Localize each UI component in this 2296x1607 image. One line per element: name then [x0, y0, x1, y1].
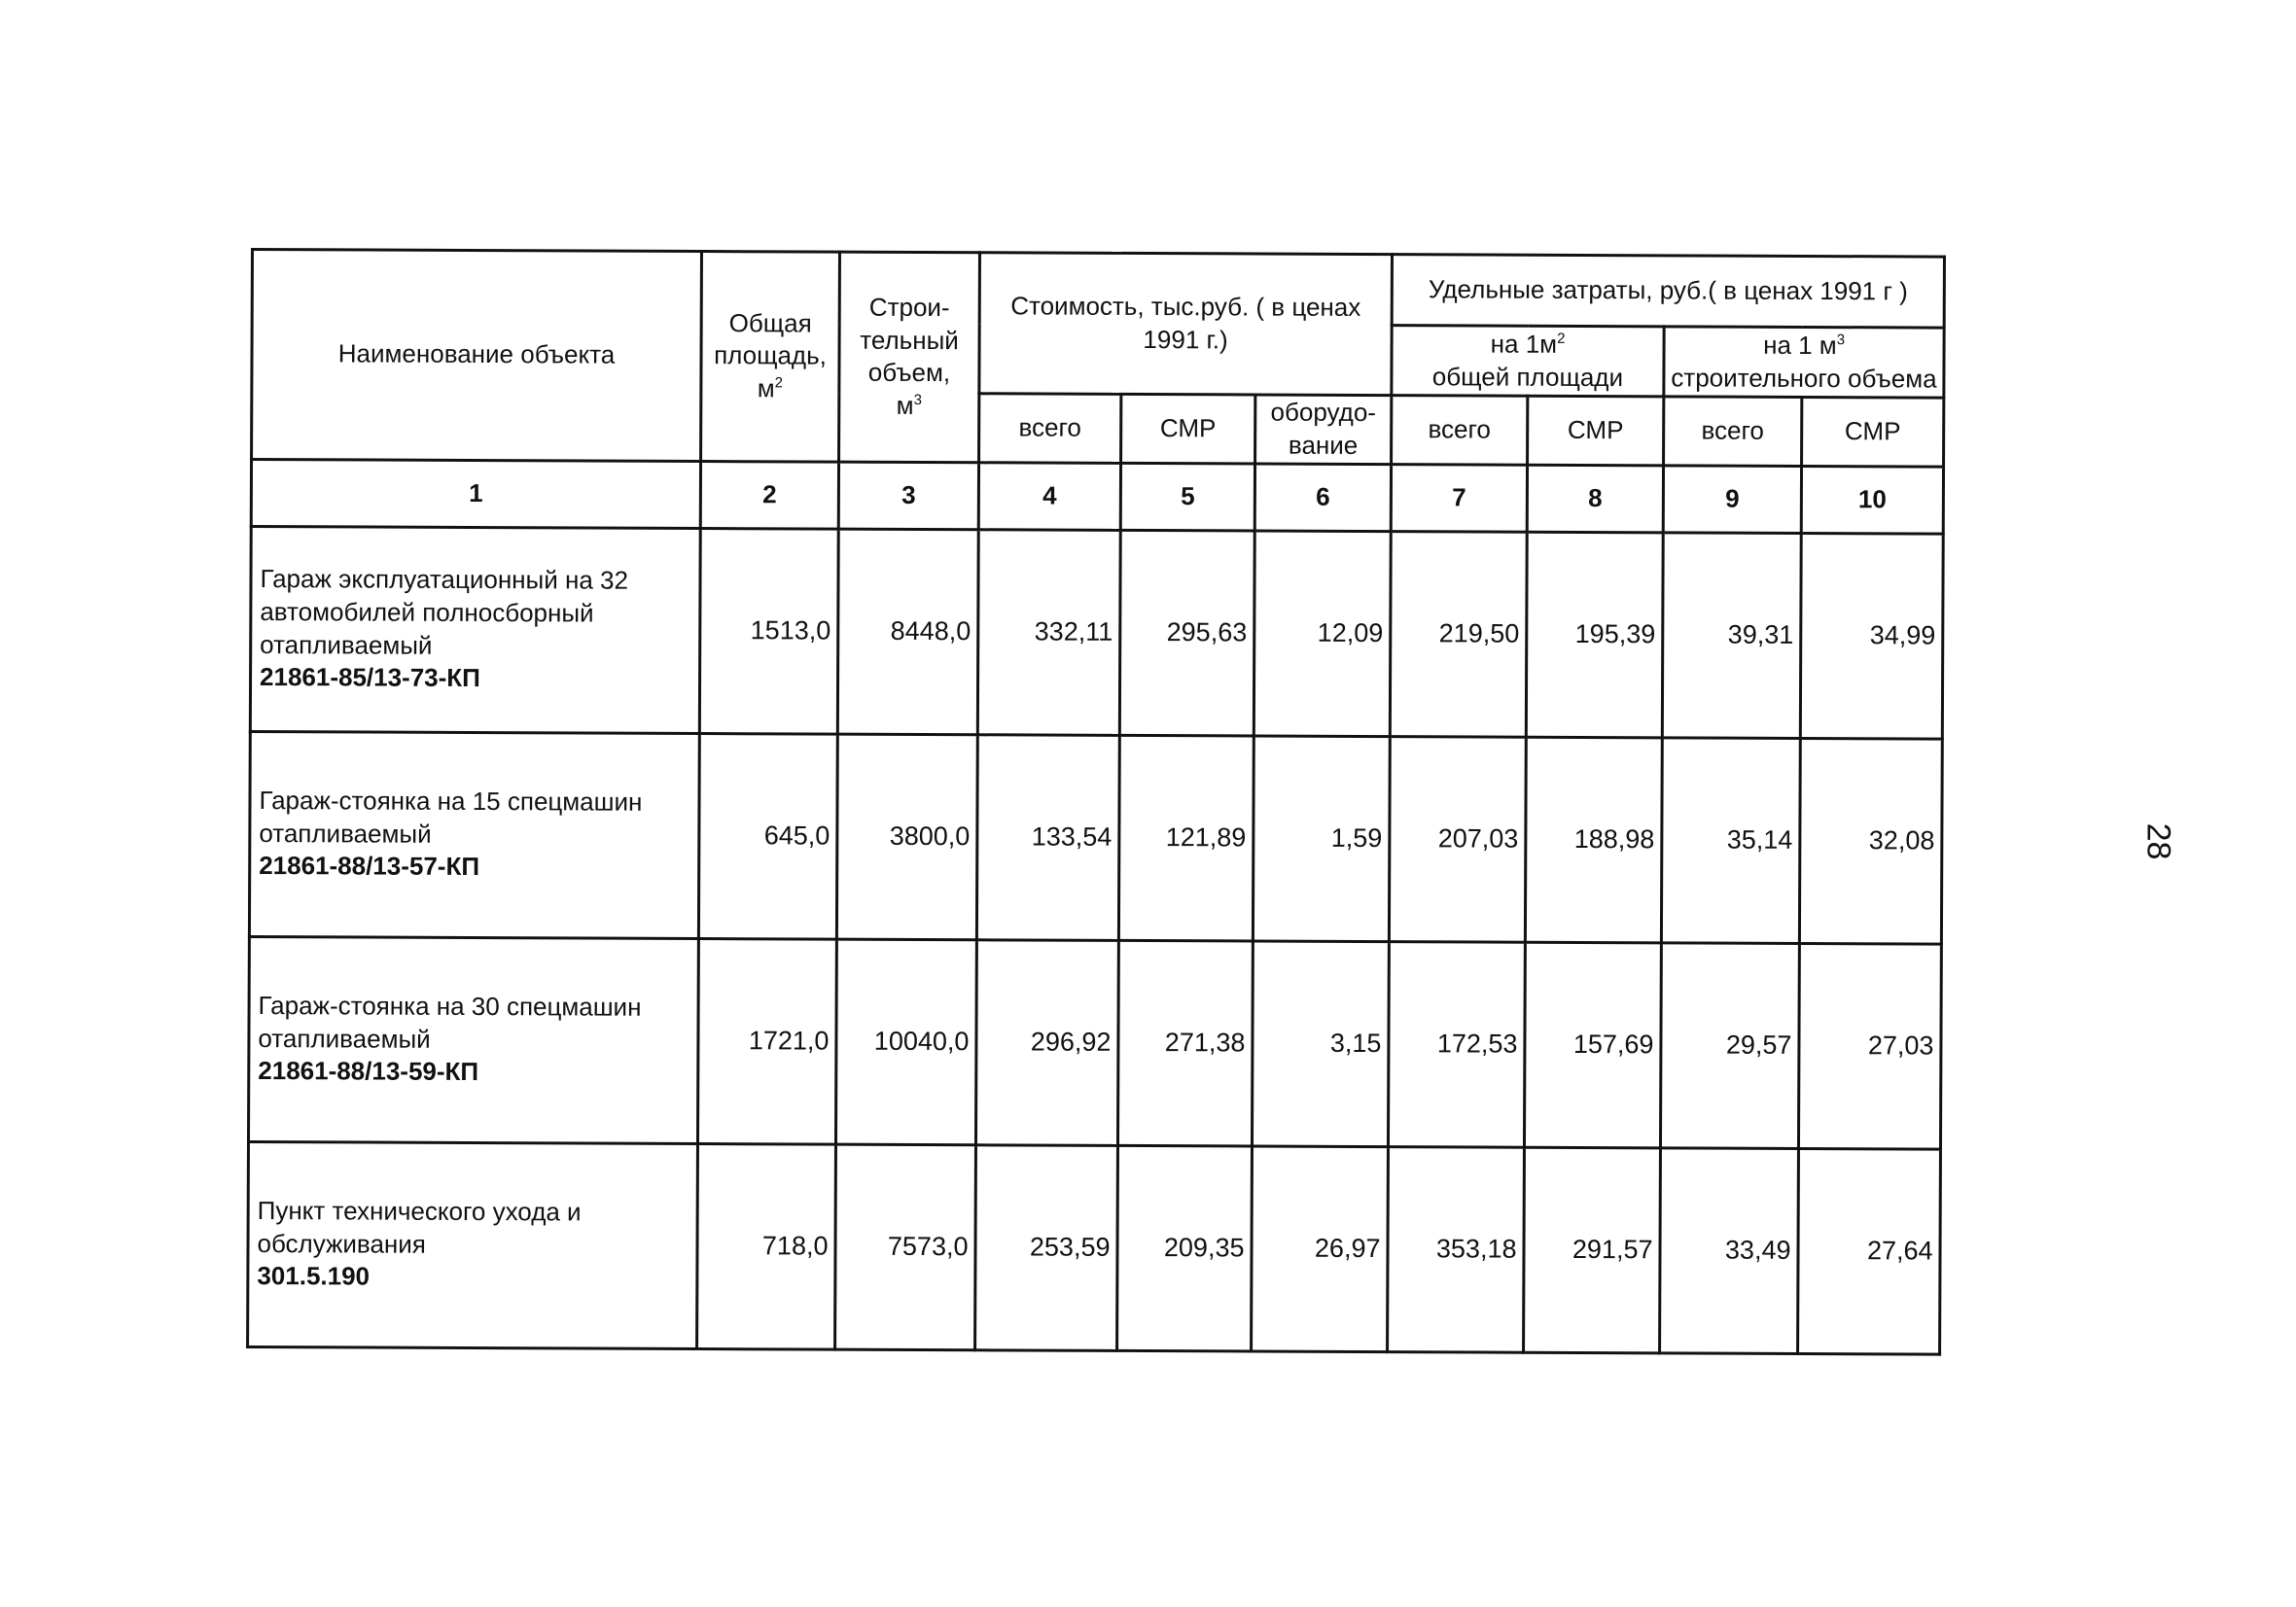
object-code: 21861-88/13-57-КП [259, 851, 480, 882]
total-area-value: 718,0 [697, 1143, 836, 1349]
total-area-value: 1513,0 [699, 528, 838, 734]
object-code: 21861-85/13-73-КП [260, 662, 480, 693]
header-per-volume [1664, 327, 1944, 398]
per-area-total-value: 172,53 [1388, 941, 1525, 1147]
object-name-line: Гараж-стоянка на 30 спецмашин [258, 990, 642, 1022]
object-name-line: Гараж-стоянка на 15 спецмашин [259, 785, 643, 817]
object-code: 301.5.190 [257, 1261, 371, 1292]
header-cost-equipment: оборудо-вание [1255, 395, 1392, 464]
header-volume-exp: 3 [913, 392, 922, 409]
table-row [248, 1141, 1941, 1354]
cost-table [246, 248, 1946, 1355]
per-volume-total-value: 29,57 [1660, 942, 1799, 1148]
cost-smr-value: 209,35 [1117, 1145, 1253, 1351]
per-volume-smr-value: 27,64 [1798, 1148, 1941, 1354]
header-per-area-smr: СМР [1528, 396, 1664, 465]
total-area-value: 645,0 [698, 733, 837, 939]
column-number: 9 [1663, 465, 1801, 533]
cost-total-value: 296,92 [975, 939, 1118, 1145]
header-cost-smr: СМР [1121, 394, 1255, 463]
cost-total-value: 133,54 [976, 734, 1119, 940]
column-number: 1 [251, 459, 700, 528]
per-area-total-value: 219,50 [1390, 531, 1527, 737]
per-volume-total-value: 39,31 [1662, 532, 1801, 738]
column-number: 7 [1391, 464, 1527, 532]
cost-equipment-value: 12,09 [1254, 531, 1391, 737]
header-area-unit: м [757, 373, 775, 403]
per-area-total-value: 353,18 [1388, 1146, 1525, 1352]
object-name-line: обслуживания [257, 1228, 426, 1259]
object-code: 21861-88/13-59-КП [258, 1056, 479, 1087]
per-volume-smr-value: 27,03 [1798, 943, 1941, 1149]
object-name-line: автомобилей полносборный [260, 596, 594, 628]
column-number: 4 [978, 462, 1120, 530]
object-name-cell [250, 526, 700, 733]
header-per-area-label: на 1м [1490, 329, 1558, 359]
header-per-area-exp: 2 [1557, 330, 1566, 347]
header-name: Наименование объекта [252, 250, 702, 462]
cost-total-value: 253,59 [975, 1144, 1118, 1350]
cost-smr-value: 121,89 [1118, 735, 1254, 941]
header-cost-total: всего [979, 394, 1121, 463]
column-number: 2 [700, 461, 838, 529]
per-area-smr-value: 157,69 [1524, 942, 1661, 1148]
header-area-label: Общая площадь, [714, 307, 827, 370]
per-area-smr-value: 195,39 [1526, 532, 1663, 738]
per-area-smr-value: 291,57 [1524, 1147, 1661, 1353]
table-row [248, 936, 1941, 1149]
table-row [249, 731, 1942, 944]
header-volume [839, 252, 980, 462]
cost-equipment-value: 3,15 [1252, 941, 1389, 1147]
header-specific-group: Удельные затраты, руб.( в ценах 1991 г ) [1392, 255, 1944, 328]
per-area-total-value: 207,03 [1389, 736, 1526, 942]
column-number: 10 [1801, 466, 1943, 534]
header-per-volume-smr: СМР [1802, 397, 1944, 466]
object-name-line: отапливаемый [260, 629, 433, 660]
column-number: 5 [1120, 463, 1254, 531]
header-per-volume-rest: строительного объема [1671, 362, 1937, 394]
cost-equipment-value: 26,97 [1252, 1146, 1389, 1352]
cost-smr-value: 271,38 [1117, 940, 1253, 1146]
header-cost-group: Стоимость, тыс.руб. ( в ценах 1991 г.) [979, 253, 1393, 396]
cost-smr-value: 295,63 [1119, 530, 1254, 736]
header-per-volume-exp: 3 [1836, 331, 1846, 348]
column-number-row [251, 459, 1943, 534]
object-name-cell [249, 731, 699, 938]
header-volume-label: Строи-тельный объем, [860, 292, 959, 388]
page-number: 28 [2139, 822, 2177, 860]
table-row [250, 526, 1943, 739]
object-name-line: Пункт технического ухода и [257, 1195, 582, 1227]
cost-total-value: 332,11 [977, 529, 1120, 735]
object-name-line: отапливаемый [259, 818, 432, 849]
per-area-smr-value: 188,98 [1525, 737, 1662, 943]
building-volume-value: 3800,0 [836, 734, 977, 940]
column-number: 3 [838, 462, 978, 530]
header-volume-unit: м [896, 390, 914, 421]
column-number: 6 [1254, 464, 1391, 532]
header-per-volume-label: на 1 м [1763, 330, 1837, 360]
header-area [701, 252, 840, 462]
header-per-area-rest: общей площади [1431, 361, 1624, 392]
per-volume-total-value: 35,14 [1661, 737, 1800, 943]
object-name-cell [248, 1141, 698, 1348]
object-name-cell [248, 936, 698, 1143]
header-per-volume-total: всего [1664, 397, 1802, 466]
building-volume-value: 10040,0 [835, 939, 976, 1145]
per-volume-smr-value: 34,99 [1800, 533, 1943, 739]
cost-equipment-value: 1,59 [1253, 736, 1390, 942]
per-volume-total-value: 33,49 [1660, 1147, 1799, 1353]
per-volume-smr-value: 32,08 [1799, 738, 1942, 944]
building-volume-value: 7573,0 [835, 1144, 976, 1350]
header-per-area [1392, 326, 1664, 397]
column-number: 8 [1527, 465, 1663, 533]
object-name-line: Гараж эксплуатационный на 32 [260, 564, 629, 595]
header-per-area-total: всего [1392, 396, 1528, 465]
total-area-value: 1721,0 [697, 938, 836, 1144]
building-volume-value: 8448,0 [837, 529, 978, 735]
header-area-exp: 2 [774, 374, 784, 392]
object-name-line: отапливаемый [258, 1023, 431, 1054]
